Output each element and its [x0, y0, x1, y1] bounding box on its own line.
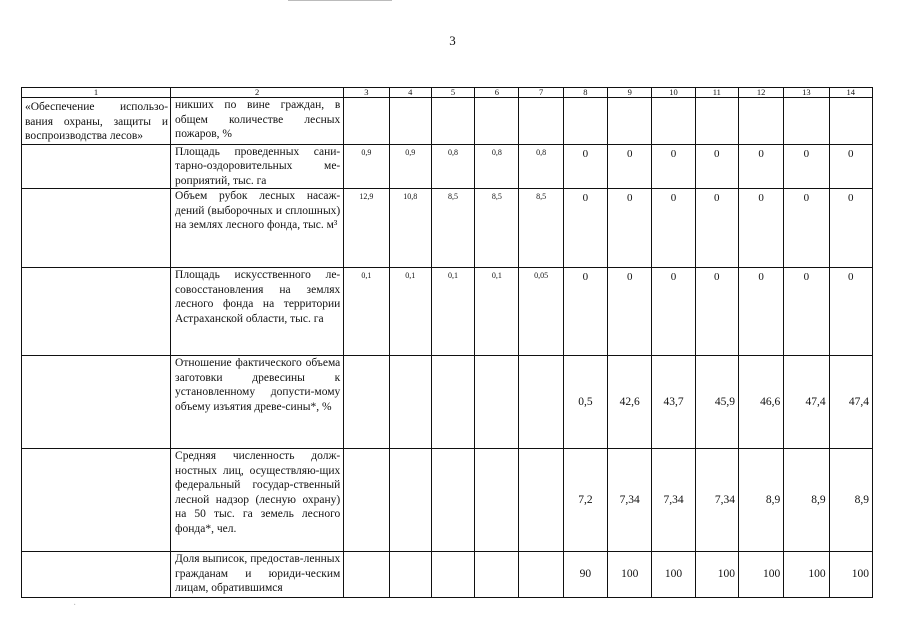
- value-cell: [784, 98, 829, 145]
- header-cell: 5: [431, 88, 474, 98]
- value-cell: 0: [695, 144, 738, 189]
- value-cell: 0: [829, 268, 872, 356]
- value-cell: 0: [652, 268, 695, 356]
- value-cell: 0: [784, 189, 829, 268]
- value-cell: 0,9: [344, 144, 389, 189]
- header-cell: 6: [475, 88, 519, 98]
- value-cell: 45,9: [695, 356, 738, 449]
- program-name-cell: [22, 552, 171, 598]
- value-cell: 0: [829, 144, 872, 189]
- value-cell: 0: [829, 189, 872, 268]
- value-cell: 0,8: [519, 144, 563, 189]
- table-row: [22, 144, 873, 189]
- value-cell: 0: [695, 268, 738, 356]
- value-cell: 0,1: [475, 268, 519, 356]
- value-cell: 7,34: [695, 449, 738, 552]
- value-cell: 0,1: [344, 268, 389, 356]
- value-cell: 0,1: [389, 268, 431, 356]
- table-row: [22, 552, 873, 598]
- value-cell: 12,9: [344, 189, 389, 268]
- value-cell: 0: [784, 268, 829, 356]
- value-cell: 0: [608, 144, 652, 189]
- value-cell: 100: [695, 552, 738, 598]
- value-cell: 8,9: [784, 449, 829, 552]
- table-row: [22, 268, 873, 356]
- value-cell: [519, 98, 563, 145]
- indicator-name-cell: никших по вине граждан, в общем количестве лесных пожаров, %: [171, 98, 344, 145]
- value-cell: 100: [738, 552, 783, 598]
- value-cell: 0: [738, 189, 783, 268]
- value-cell: [475, 552, 519, 598]
- value-cell: 0: [652, 144, 695, 189]
- value-cell: [475, 449, 519, 552]
- indicator-name-cell: Доля выписок, предостав-ленных гражданам и юриди-ческим лицам, обратившимся: [171, 552, 344, 598]
- table-row: [22, 98, 873, 145]
- indicator-name-cell: Отношение фактического объема заготовки древесины к установленному допусти-мому объему изъятия древе-сины*, %: [171, 356, 344, 449]
- header-row: [22, 88, 873, 98]
- program-name-cell: [22, 268, 171, 356]
- value-cell: [344, 356, 389, 449]
- value-cell: 0: [563, 268, 607, 356]
- header-cell: 14: [829, 88, 872, 98]
- value-cell: 0: [563, 144, 607, 189]
- value-cell: [475, 356, 519, 449]
- value-cell: 8,9: [829, 449, 872, 552]
- header-cell: 1: [22, 88, 171, 98]
- table-row: [22, 189, 873, 268]
- header-cell: 11: [695, 88, 738, 98]
- header-cell: 13: [784, 88, 829, 98]
- value-cell: [389, 98, 431, 145]
- program-name-cell: [22, 144, 171, 189]
- value-cell: [431, 449, 474, 552]
- value-cell: 100: [608, 552, 652, 598]
- value-cell: 8,5: [431, 189, 474, 268]
- value-cell: 0: [738, 144, 783, 189]
- top-rule: [288, 0, 392, 1]
- value-cell: [738, 98, 783, 145]
- value-cell: 0,5: [563, 356, 607, 449]
- value-cell: [519, 552, 563, 598]
- value-cell: 8,5: [475, 189, 519, 268]
- value-cell: [695, 98, 738, 145]
- value-cell: [431, 98, 474, 145]
- value-cell: 100: [829, 552, 872, 598]
- value-cell: 0,05: [519, 268, 563, 356]
- program-name-cell: [22, 189, 171, 268]
- value-cell: [519, 449, 563, 552]
- value-cell: 90: [563, 552, 607, 598]
- value-cell: 0: [608, 268, 652, 356]
- table-row: [22, 449, 873, 552]
- value-cell: [389, 356, 431, 449]
- value-cell: 10,8: [389, 189, 431, 268]
- program-name-cell: [22, 356, 171, 449]
- program-name-cell: [22, 449, 171, 552]
- value-cell: 0: [738, 268, 783, 356]
- header-cell: 10: [652, 88, 695, 98]
- indicator-name-cell: Площадь проведенных сани-тарно-оздоровительных ме-роприятий, тыс. га: [171, 144, 344, 189]
- value-cell: [652, 98, 695, 145]
- value-cell: [608, 98, 652, 145]
- value-cell: 47,4: [829, 356, 872, 449]
- value-cell: 100: [652, 552, 695, 598]
- value-cell: 0,1: [431, 268, 474, 356]
- value-cell: 0,9: [389, 144, 431, 189]
- value-cell: 46,6: [738, 356, 783, 449]
- header-cell: 7: [519, 88, 563, 98]
- value-cell: 7,2: [563, 449, 607, 552]
- header-cell: 9: [608, 88, 652, 98]
- value-cell: 100: [784, 552, 829, 598]
- value-cell: [389, 552, 431, 598]
- value-cell: 8,5: [519, 189, 563, 268]
- value-cell: 0,8: [475, 144, 519, 189]
- value-cell: 8,9: [738, 449, 783, 552]
- header-cell: 4: [389, 88, 431, 98]
- value-cell: 43,7: [652, 356, 695, 449]
- value-cell: [344, 98, 389, 145]
- value-cell: 7,34: [608, 449, 652, 552]
- value-cell: [344, 449, 389, 552]
- value-cell: 0: [608, 189, 652, 268]
- indicators-table: [21, 87, 873, 598]
- value-cell: [519, 356, 563, 449]
- header-cell: 2: [171, 88, 344, 98]
- value-cell: 0: [652, 189, 695, 268]
- value-cell: [475, 98, 519, 145]
- scan-artifact: ·: [73, 600, 77, 611]
- value-cell: 0: [784, 144, 829, 189]
- value-cell: [431, 356, 474, 449]
- header-cell: 8: [563, 88, 607, 98]
- indicator-name-cell: Площадь искусственного ле-совосстановления на землях лесного фонда на территории Астраханской области, тыс. га: [171, 268, 344, 356]
- value-cell: 0: [563, 189, 607, 268]
- value-cell: 42,6: [608, 356, 652, 449]
- page-number: 3: [449, 33, 456, 48]
- value-cell: 0,8: [431, 144, 474, 189]
- value-cell: [431, 552, 474, 598]
- indicator-name-cell: Средняя численность долж-ностных лиц, осуществляю-щих федеральный государ-ственный лесной надзор (лесную охрану) на 50 тыс. га земель лесного фонда*, чел.: [171, 449, 344, 552]
- value-cell: [389, 449, 431, 552]
- value-cell: 0: [695, 189, 738, 268]
- value-cell: [344, 552, 389, 598]
- header-cell: 3: [344, 88, 389, 98]
- value-cell: 7,34: [652, 449, 695, 552]
- table-row: [22, 356, 873, 449]
- value-cell: [563, 98, 607, 145]
- indicator-name-cell: Объем рубок лесных насаж-дений (выборочных и сплошных) на землях лесного фонда, тыс. м³: [171, 189, 344, 268]
- header-cell: 12: [738, 88, 783, 98]
- value-cell: [829, 98, 872, 145]
- value-cell: 47,4: [784, 356, 829, 449]
- program-name-cell: «Обеспечение использо-вания охраны, защиты и воспроизводства лесов»: [22, 98, 171, 145]
